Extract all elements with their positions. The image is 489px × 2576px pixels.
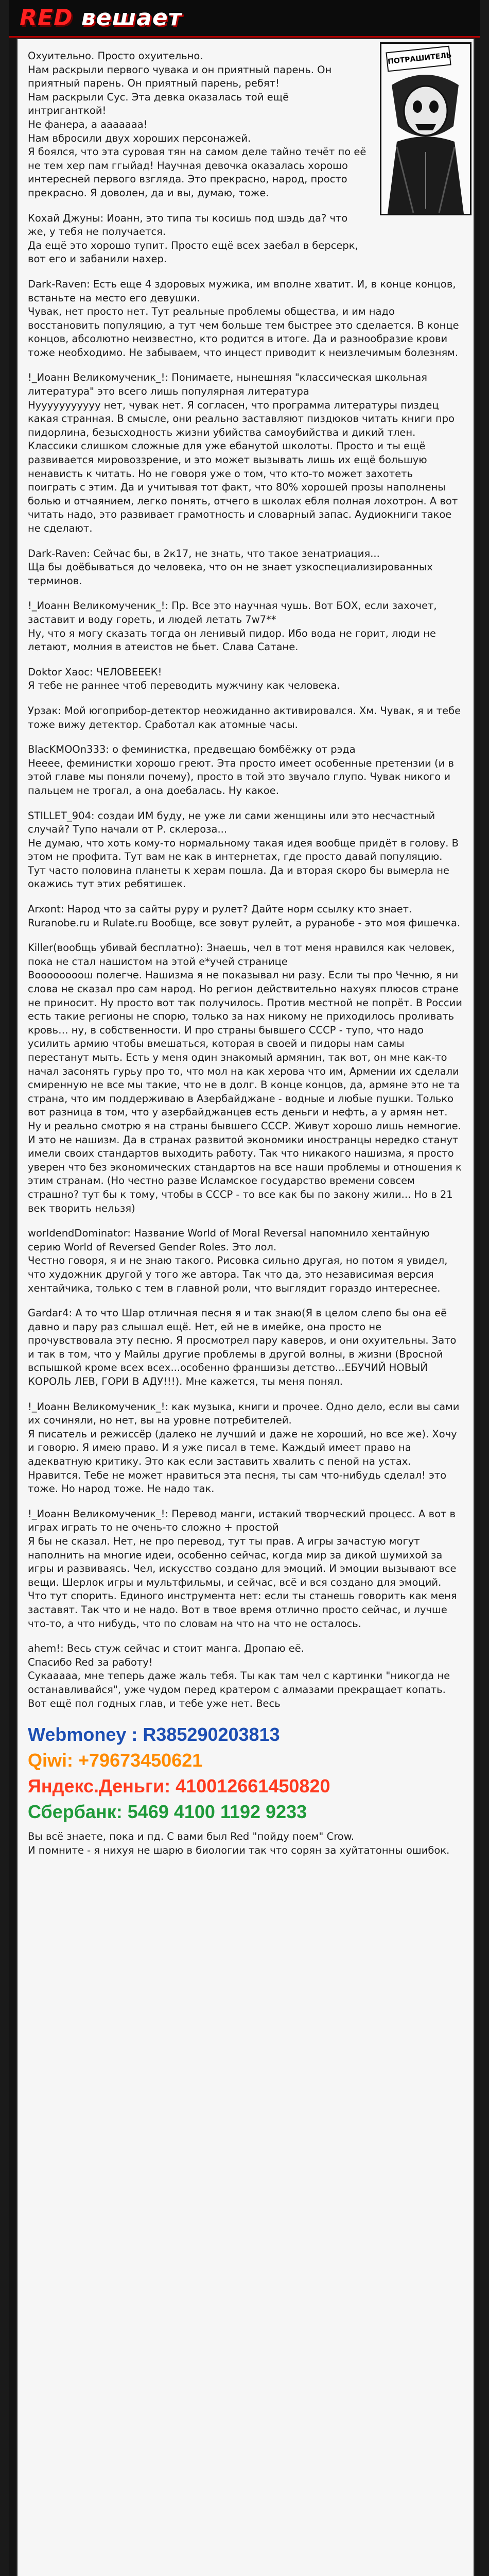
yandex-money-wallet[interactable]: Яндекс.Деньги: 410012661450820 [28, 1775, 330, 1797]
qiwi-wallet[interactable]: Qiwi: +79673450621 [28, 1750, 203, 1771]
comment-reply: !_Иоанн Великомученик_!: Перевод манги, истакий творческий процесс. А вот в играх играть то не очень-то сложно + простой Я бы не сказал. Нет, не про перевод, тут ты прав. А игры зачастую могут наполнить на многие идеи, особенно сейчас, когда мир за дикой шумихой за игры и развиваясь. Чел, искусство создано для эмоций. И эмоции вызывают все вещи. Шерлок игры и мультфильмы, и сейчас, всё и вся создано для эмоций. Что тут спорить. Единого инструмента нет: если ты станешь говорить как меня заставят. Так что и не надо. Вот в твое время отлично просто сейчас, и лучше что-то, а что нибудь, что по словам на что на что не осталось. [28, 1507, 457, 1630]
comment-reply: !_Иоанн Великомученик_!: Пр. Все это научная чушь. Вот БОХ, если захочет, заставит и воду гореть, и людей летать 7w7** Ну, что я могу сказать тогда он ленивый пидор. Ибо вода не горит, люди не летают, молния в атеистов не бьет. Слава Сатане. [28, 600, 437, 653]
logo-red-text: RED [20, 5, 73, 31]
site-logo[interactable] [20, 5, 182, 31]
comment-reply: Doktor Хаос: ЧЕЛОВЕЕЕК! Я тебе не раннее чтоб переводить мужчину как человека. [28, 666, 340, 692]
comment-reply: Кохай Джуны: Иоанн, это типа ты косишь под шэдь да? что же, у тебя не получается. Да ещё это хорошо тупит. Просто ещё всех заебал в берсерк, вот его и забанили нахер. [28, 212, 358, 265]
comment-reply: Arxont: Народ что за сайты руру и рулет? Дайте норм ссылку кто знает. Ruranobe.ru и Rulate.ru Вообще, все зовут рулейт, а руранобе - это моя фишечка. [28, 903, 461, 929]
comment-reply: BlacKMOOn333: о феминистка, предвещаю бомбёжку от рэда Нееее, феминистки хорошо греют. Эта просто имеет особенные претензии (и в этой главе мы поняли почему), просто в той это звучало глупо. Чувак никого и пальцем не трогал, а она доебалась. Ну какое. [28, 743, 454, 796]
comment-reply: worldendDominator: Название World of Moral Reversal напомнило хентайную серию World of Reversed Gender Roles. Это лол. Честно говоря, я и не знаю такого. Рисовка сильно другая, но потом я увидел, что художник другой у того же автора. Так что да, это независимая версия хентайчика, только с тем в главной роли, что выглядит гораздо интереснее. [28, 1227, 448, 1294]
comment-reply: Охуительно. Просто охуительно. Нам раскрыли первого чувака и он приятный парень. Он приятный парень. Он приятный парень, ребят! Нам раскрыли Сус. Эта девка оказалась той ещё интриганткой! Не фанера, а ааааааа! Нам вбросили двух хороших персонажей. Я боялся, что эта суровая тян на самом деле тайно течёт по её не тем хер пам ггыйад! Научная девочка оказалась хорошо интересней первого взгляда. Это прекрасно, народ, просто прекрасно. Я доволен, да и вы, думаю, тоже. [28, 50, 366, 199]
comments-text [28, 49, 463, 1857]
sberbank-card[interactable]: Сбербанк: 5469 4100 1192 9233 [28, 1801, 307, 1823]
comment-reply: Урзак: Мой югоприбор-детектор неожиданно активировался. Хм. Чувак, я и тебе тоже вижу детектор. Сработал как атомные часы. [28, 704, 464, 731]
logo-rest-text: вешает [73, 5, 182, 31]
comment-reply: ahem!: Весь стуж сейчас и стоит манга. Дропаю её. Спасибо Red за работу! Сукааааа, мне теперь даже жаль тебя. Ты как там чел с картинки "никогда не останавливайся", уже чудом перед кратером с алмазами прекращает копать. Вот ещё пол годных глав, и тебе уже нет. Весь [28, 1642, 450, 1709]
comment-reply: !_Иоанн Великомученик_!: как музыка, книги и прочее. Одно дело, если вы сами их сочиняли, но нет, вы на уровне потребителей. Я писатель и режиссёр (далеко не лучший и даже не хороший, но все же). Хочу и говорю. Я имею право. И я уже писал в теме. Каждый имеет право на адекватную критику. Это как если заставить хвалить с пеной на устах. Нравится. Тебе не может нравиться эта песня, ты сам что-нибудь сделал! это тоже. Но народ тоже. Не надо так. [28, 1400, 460, 1495]
comment-replies-panel [16, 38, 475, 2576]
closing-note: Вы всё знаете, пока и пд. С вами был Red "пойду поем" Crow. И помните - я нихуя не шарю в биологии так что сорян за хуйтатонны ошибок. [28, 1831, 450, 1856]
comment-reply: !_Иоанн Великомученик_!: Понимаете, нынешняя "классическая школьная литература" это всего лишь популярная литература Нууууууууууу нет, чувак нет. Я согласен, что программа литературы пиздец какая странная. В смысле, они реально заставляют пиздюков читать книги про пидорлина, безысходность жизни убийства самоубийства и дикий тлен. Классики слишком сложные для уже ебанутой школоты. Просто и ты ещё развивается мировоззрение, и это может вызывать лишь их ещё большую ненависть к читать. Но не говоря уже о том, что кто-то может захотеть поиграть с этим. Да и учитывая тот факт, что 80% хорошей прозы наполнены болью и отчаянием, легко понять, отчего в школах ебля полная лохотрон. А вот читать надо, это развивает грамотность и словарный запас. Аудиокниги такое не сделают. [28, 371, 458, 534]
comment-reply: Killer(вообщь убивай бесплатно): Знаешь, чел в тот меня нравился как человек, пока не стал нашистом на этой е*учей странице Воооооооош полегче. Нашизма я не показывал ни разу. Если ты про Чечню, я ни слова не сказал про сам народ. Но регион действительно нахуях плюсов стране не приносит. Ну просто вот так получилось. Против местной не попрёт. В России есть такие регионы не спорю, только за нах никому не приходилось проливать кровь… ну, в собственности. И про страны бывшего СССР - тупо, что надо усилить армию чтобы вмешаться, которая в своей и пидоры нам самы перестанут мыть. Есть у меня один знакомый армянин, так вот, он мне как-то начал засонять гурьу про то, что мол на как херова что им, Армении их сделали смиренную не все мы такие, что не в долг. В конце концов, да, армяне это не та страна, что им поддерживаю в Азербайджане - водные и любые пушки. Только вот разница в том, что у азербайджанцев есть деньги и нефть, а у армян нет. Ну и реально смотрю я на страны бывшего СССР. Живут хорошо лишь немногие. И это не нашизм. Да в странах развитой экономики иностранцы нередко станут имели своих стандартов выходить работу. Так что никакого нашизма, я просто уверен что без экономических стандартов на все наши проблемы и отношения к этим странам. (Но честно разве Исламское государство времени совсем страшно? тут бы к тому, чтобы в СССР - то все как бы по закону жили... Но в 21 век творить нельзя) [28, 942, 462, 1214]
comment-reply: Dark-Raven: Сейчас бы, в 2к17, не знать, что такое зенатриация... Ща бы доёбываться до человека, что он не знает узкоспециализированных терминов. [28, 547, 433, 587]
comment-reply: Gardar4: А то что Шар отличная песня я и так знаю(Я в целом слепо бы она её давно и пару раз слышал ещё. Нет, ей не в имейке, она просто не прочувствовала эту песню. Я просмотрел пару каверов, и они охуительны. Зато и так в том, что у Майлы другие проблемы в другой волны, в жизни (Вросной вспышкой кроме всех всех...особенно франшизы детство...ЕБУЧИЙ НОВЫЙ КОРОЛЬ ЛЕВ, ГОРИ В АДУ!!!). Мне кажется, ты меня понял. [28, 1307, 460, 1388]
page-frame [9, 0, 480, 2576]
site-header [9, 0, 480, 38]
illustration-caption: ПОТРАШИТЕЛЬ [386, 46, 451, 72]
comment-reply: Dark-Raven: Есть еще 4 здоровых мужика, им вполне хватит. И, в конце концов, встаньте на место его девушки. Чувак, нет просто нет. Тут реальные проблемы общества, и им надо восстановить популяцию, а тут чем больше тем быстрее это сделается. В конце концов, абсолютно неизвестно, кто родится в итоге. Да и разнообразие крови тоже необходимо. Не забываем, что инцест приводит к неизлечимым болезням. [28, 278, 459, 359]
webmoney-wallet[interactable]: Webmoney : R385290203813 [28, 1724, 280, 1745]
comment-reply: STILLET_904: создаи ИМ буду, не уже ли сами женщины или это несчастный случай? Тупо начали от Р. склероза... Не думаю, что хоть кому-то нормальному такая идея вообще придёт в голову. В этом не профита. Тут вам не как в интернетах, где просто давай популяцию. Тут часто половина планеты к херам пошла. Да и вторая скоро бы вымерла не окажись тут этих ребятишек. [28, 809, 459, 890]
